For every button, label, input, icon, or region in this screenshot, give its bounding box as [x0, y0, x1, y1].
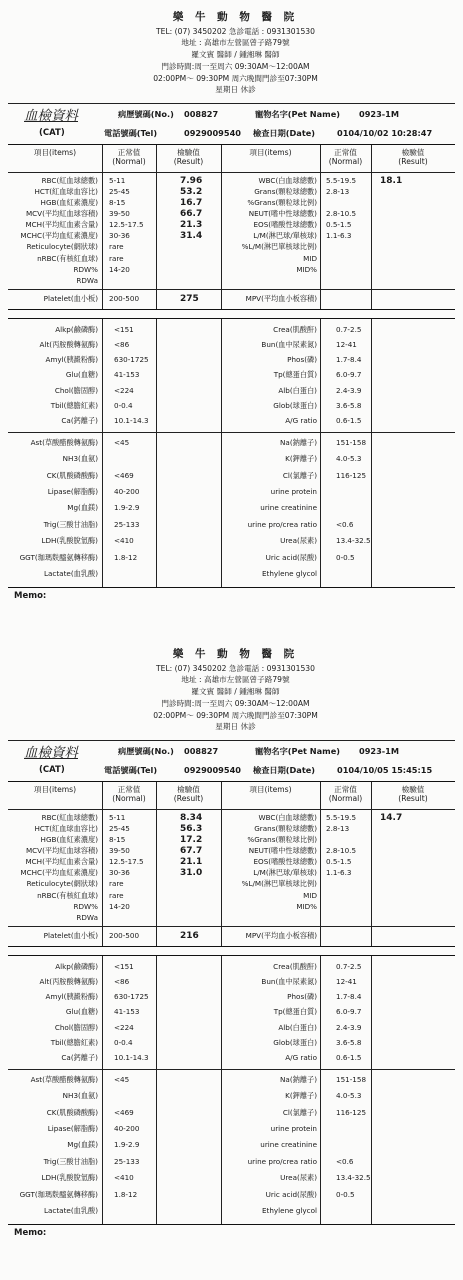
chemistry-item: Trig(三酸甘油脂)	[43, 519, 98, 529]
clinic-doctors: 羅文賓 醫師 / 鍾湘琳 醫師	[191, 50, 280, 60]
case-number-value: 008827	[184, 745, 219, 756]
normal-range: 5-11	[109, 175, 126, 185]
normal-range: <86	[114, 340, 130, 350]
hematology-item: HCT(紅血球血容比)	[34, 186, 98, 196]
section-divider	[8, 1069, 455, 1070]
mpv-item: MPV(平均血小板容積)	[245, 293, 317, 303]
chemistry-item: Tp(總蛋白質)	[273, 1007, 317, 1017]
chemistry-item: urine protein	[270, 1124, 317, 1134]
column-divider	[371, 319, 372, 587]
hematology-item: MCHC(平均血紅素濃度)	[20, 868, 98, 878]
hematology-item: RBC(紅血球總數)	[41, 812, 98, 822]
normal-range: 151-158	[336, 437, 367, 447]
normal-range: 0.7-2.5	[336, 961, 362, 971]
normal-range: 5-11	[109, 812, 126, 822]
hematology-table	[8, 144, 455, 310]
col-header-result: 檢驗值 (Result)	[173, 784, 204, 803]
species-label: (CAT)	[39, 764, 65, 775]
chemistry-item: Crea(肌酸酐)	[273, 324, 317, 334]
platelet-row-divider	[8, 926, 455, 927]
clinic-hours2: 02:00PM～ 09:30PM 周六晚間門診至07:30PM	[153, 73, 318, 83]
hematology-item: WBC(白血球總數)	[258, 175, 317, 185]
normal-range: 14-20	[109, 264, 130, 274]
hematology-item: MCH(平均紅血素含量)	[25, 857, 98, 867]
normal-range: 1.8-12	[114, 552, 138, 562]
pet-name-label: 寵物名字(Pet Name)	[255, 745, 341, 756]
result-value: 14.7	[380, 812, 403, 823]
chemistry-item: urine creatinine	[260, 503, 317, 513]
hematology-item: RDWa	[76, 275, 98, 285]
normal-range: 1.7-8.4	[336, 992, 362, 1002]
phone-label: 電話號碼(Tel)	[104, 764, 158, 775]
col-header-result: 檢驗值 (Result)	[398, 147, 428, 166]
normal-range: 2.8-10.5	[326, 209, 357, 219]
normal-range: 0.6-1.5	[336, 416, 362, 426]
normal-range: 5.5-19.5	[326, 812, 357, 822]
normal-range: rare	[109, 253, 124, 263]
memo-label: Memo:	[14, 590, 47, 601]
normal-range: rare	[109, 242, 124, 252]
col-header-normal: 正常值 (Normal)	[112, 147, 146, 166]
chemistry-item: CK(肌酸磷酸酶)	[46, 470, 98, 480]
col-header-items: 項目(items)	[249, 784, 292, 794]
col-header-result: 檢驗值 (Result)	[173, 147, 204, 166]
chemistry-item: Glob(球蛋白)	[273, 1037, 317, 1047]
hematology-item: Reticulocyte(網狀球)	[26, 879, 98, 889]
normal-range: rare	[109, 879, 124, 889]
chemistry-item: Lactate(血乳酸)	[44, 1206, 98, 1216]
chemistry-item: Ca(鈣離子)	[61, 416, 98, 426]
hematology-item: NEUT(嗜中性球總數)	[248, 846, 317, 856]
normal-range: 8-15	[109, 835, 126, 845]
hematology-item: RDW%	[73, 264, 98, 274]
chemistry-item: Phos(磷)	[287, 992, 317, 1002]
col-header-items: 項目(items)	[33, 147, 77, 157]
chemistry-item: Lipase(解脂酶)	[47, 1124, 98, 1134]
result-value: 53.2	[180, 186, 203, 197]
normal-range: 8-15	[109, 198, 126, 208]
chemistry-item: LDH(乳酸脫氫酶)	[41, 536, 98, 546]
chemistry-item: Cl(氯離子)	[282, 470, 317, 480]
column-divider	[102, 319, 103, 587]
normal-range: <151	[114, 961, 134, 971]
normal-range: 6.0-9.7	[336, 370, 362, 380]
normal-range: 12.5-17.5	[109, 220, 144, 230]
hematology-item: RDWa	[76, 912, 98, 922]
chemistry-item: Glu(血糖)	[65, 1007, 98, 1017]
chemistry-item: Mg(血鎂)	[67, 1140, 98, 1150]
normal-range: 5.5-19.5	[326, 175, 357, 185]
hematology-item: HGB(血紅素濃度)	[40, 835, 98, 845]
chemistry-item: CK(肌酸磷酸酶)	[46, 1107, 98, 1117]
result-value: 17.2	[180, 835, 203, 846]
chemistry-item: Alt(丙胺酸轉氨酶)	[39, 977, 98, 987]
clinic-hours1: 門診時間:周一至周六 09:30AM～12:00AM	[161, 61, 310, 71]
hematology-item: WBC(白血球總數)	[258, 812, 317, 822]
chemistry-item: urine creatinine	[260, 1140, 317, 1150]
column-divider	[156, 319, 157, 587]
hematology-item: MCV(平均紅血球容積)	[25, 846, 98, 856]
normal-range: 1.8-12	[114, 1189, 138, 1199]
report-title: 血檢資料	[24, 107, 78, 124]
chemistry-item: Amyl(胰澱粉酶)	[45, 992, 98, 1002]
normal-range: <45	[114, 1074, 130, 1084]
section-divider	[8, 432, 455, 433]
hematology-item: L/M(淋巴球/單核球)	[253, 868, 317, 878]
column-divider	[371, 145, 372, 309]
platelet-item: Platelet(血小板)	[43, 293, 98, 303]
column-divider	[221, 145, 222, 309]
normal-range: 41-153	[114, 370, 140, 380]
pet-name-label: 寵物名字(Pet Name)	[255, 108, 341, 119]
normal-range: <410	[114, 536, 134, 546]
hematology-item: %L/M(淋巴單核球比例)	[241, 242, 317, 252]
result-value: 7.96	[180, 175, 203, 186]
result-value: 67.7	[180, 846, 203, 857]
chemistry-item: Tbil(總膽紅素)	[50, 400, 98, 410]
chemistry-item: Lactate(血乳酸)	[44, 569, 98, 579]
chemistry-item: Uric acid(尿酸)	[265, 552, 317, 562]
chemistry-item: Ethylene glycol	[261, 1206, 317, 1216]
chemistry-item: GGT(珈瑪麩醯氨轉移酶)	[19, 1189, 98, 1199]
report-sheet	[8, 637, 455, 1238]
normal-range: 25-133	[114, 519, 140, 529]
chemistry-item: Ast(草酸醋酸轉氨酶)	[30, 1074, 98, 1084]
report-sheet	[8, 0, 455, 601]
chemistry-item: K(鉀離子)	[285, 454, 317, 464]
normal-range: <469	[114, 1107, 134, 1117]
report-title: 血檢資料	[24, 744, 78, 761]
chemistry-item: Alkp(鹼磷酶)	[55, 324, 98, 334]
chemistry-item: Na(鈉離子)	[280, 1074, 317, 1084]
result-value: 31.0	[180, 868, 203, 879]
column-divider	[102, 782, 103, 946]
chemistry-item: Tp(總蛋白質)	[273, 370, 317, 380]
chemistry-item: GGT(珈瑪麩醯氨轉移酶)	[19, 552, 98, 562]
chemistry-item: Trig(三酸甘油脂)	[43, 1156, 98, 1166]
normal-range: 39-50	[109, 846, 130, 856]
normal-range: 2.4-3.9	[336, 1022, 362, 1032]
normal-range: <224	[114, 1022, 134, 1032]
column-divider	[320, 145, 321, 309]
normal-range: 25-45	[109, 186, 130, 196]
chemistry-item: NH3(血氨)	[62, 454, 98, 464]
header-row-divider	[8, 809, 455, 810]
clinic-contact: TEL: (07) 3450202 急診電話 : 0931301530	[156, 26, 315, 36]
normal-range: 0-0.5	[336, 552, 355, 562]
hematology-item: EOS(嗜酸性球總數)	[253, 857, 317, 867]
clinic-address: 地址 : 高雄市左營區曾子路79號	[181, 675, 290, 685]
col-header-result: 檢驗值 (Result)	[398, 784, 428, 803]
normal-range: <151	[114, 324, 134, 334]
result-value: 66.7	[180, 209, 203, 220]
hematology-item: MID	[303, 253, 317, 263]
normal-range: 4.0-5.3	[336, 454, 362, 464]
hematology-item: nRBC(有核紅血球)	[37, 890, 98, 900]
hematology-item: NEUT(嗜中性球總數)	[248, 209, 317, 219]
hematology-item: HGB(血紅素濃度)	[40, 198, 98, 208]
normal-range: 40-200	[114, 1124, 140, 1134]
normal-range: 0-0.4	[114, 400, 133, 410]
chemistry-item: Glob(球蛋白)	[273, 400, 317, 410]
column-divider	[102, 956, 103, 1224]
clinic-contact: TEL: (07) 3450202 急診電話 : 0931301530	[156, 663, 315, 673]
normal-range: <0.6	[336, 519, 354, 529]
normal-range: 4.0-5.3	[336, 1091, 362, 1101]
normal-range: 13.4-32.5	[336, 536, 371, 546]
patient-info-box	[8, 104, 455, 144]
case-number-value: 008827	[184, 108, 219, 119]
normal-range: 0.6-1.5	[336, 1053, 362, 1063]
date-value: 0104/10/05 15:45:15	[337, 764, 433, 775]
chemistry-item: Mg(血鎂)	[67, 503, 98, 513]
column-divider	[221, 782, 222, 946]
normal-range: 0.5-1.5	[326, 220, 352, 230]
normal-range: 2.8-10.5	[326, 846, 357, 856]
normal-range: 12-41	[336, 340, 357, 350]
hematology-table	[8, 781, 455, 947]
normal-range: <469	[114, 470, 134, 480]
normal-range: 1.9-2.9	[114, 503, 140, 513]
normal-range: <86	[114, 977, 130, 987]
phone-value: 0929009540	[184, 127, 241, 138]
hematology-item: MCH(平均紅血素含量)	[25, 220, 98, 230]
normal-range: 6.0-9.7	[336, 1007, 362, 1017]
chemistry-item: Crea(肌酸酐)	[273, 961, 317, 971]
chemistry-item: Na(鈉離子)	[280, 437, 317, 447]
result-value: 8.34	[180, 812, 203, 823]
normal-range: 12-41	[336, 977, 357, 987]
chemistry-item: K(鉀離子)	[285, 1091, 317, 1101]
hematology-item: EOS(嗜酸性球總數)	[253, 220, 317, 230]
chemistry-item: Urea(尿素)	[280, 536, 317, 546]
date-value: 0104/10/02 10:28:47	[337, 127, 433, 138]
phone-value: 0929009540	[184, 764, 241, 775]
chemistry-item: A/G ratio	[285, 416, 317, 426]
normal-range: 13.4-32.5	[336, 1173, 371, 1183]
result-value: 31.4	[180, 231, 203, 242]
chemistry-item: Lipase(解脂酶)	[47, 487, 98, 497]
clinic-sunday: 星期日 休診	[215, 722, 256, 732]
column-divider	[156, 145, 157, 309]
hematology-item: %Grans(顆粒球比例)	[247, 835, 317, 845]
chemistry-item: Alt(丙胺酸轉氨酶)	[39, 340, 98, 350]
hematology-item: L/M(淋巴球/單核球)	[253, 231, 317, 241]
clinic-sunday: 星期日 休診	[215, 85, 256, 95]
chemistry-item: A/G ratio	[285, 1053, 317, 1063]
normal-range: <224	[114, 385, 134, 395]
date-label: 檢查日期(Date)	[253, 127, 316, 138]
memo-label: Memo:	[14, 1227, 47, 1238]
hematology-item: Reticulocyte(網狀球)	[26, 242, 98, 252]
clinic-doctors: 羅文賓 醫師 / 鍾湘琳 醫師	[191, 687, 280, 697]
pet-name-value: 0923-1M	[359, 108, 400, 119]
hematology-item: MCHC(平均血紅素濃度)	[20, 231, 98, 241]
result-value: 21.1	[180, 857, 203, 868]
normal-range: 1.7-8.4	[336, 355, 362, 365]
normal-range: 1.1-6.3	[326, 868, 352, 878]
normal-range: 41-153	[114, 1007, 140, 1017]
hematology-item: MID%	[296, 901, 317, 911]
result-value: 18.1	[380, 175, 403, 186]
hospital-name: 樂 牛 動 物 醫 院	[172, 648, 299, 660]
normal-range: <45	[114, 437, 130, 447]
hematology-item: Grans(顆粒球總數)	[254, 823, 317, 833]
chemistry-item: Alkp(鹼磷酶)	[55, 961, 98, 971]
chemistry-item: NH3(血氨)	[62, 1091, 98, 1101]
normal-range: 116-125	[336, 470, 367, 480]
platelet-item: Platelet(血小板)	[43, 930, 98, 940]
normal-range: rare	[109, 890, 124, 900]
result-value: 56.3	[180, 823, 203, 834]
hematology-item: RDW%	[73, 901, 98, 911]
normal-range: 0.5-1.5	[326, 857, 352, 867]
clinic-hours1: 門診時間:周一至周六 09:30AM～12:00AM	[161, 698, 310, 708]
platelet-result: 216	[180, 930, 199, 941]
hematology-item: MCV(平均紅血球容積)	[25, 209, 98, 219]
column-divider	[156, 782, 157, 946]
col-header-normal: 正常值 (Normal)	[328, 147, 363, 166]
result-value: 21.3	[180, 220, 203, 231]
normal-range: 0-0.4	[114, 1037, 133, 1047]
hospital-name: 樂 牛 動 物 醫 院	[172, 11, 299, 23]
normal-range: 151-158	[336, 1074, 367, 1084]
normal-range: 2.8-13	[326, 186, 350, 196]
column-divider	[371, 956, 372, 1224]
column-divider	[320, 782, 321, 946]
case-number-label: 病歷號碼(No.)	[118, 745, 174, 756]
normal-range: 116-125	[336, 1107, 367, 1117]
column-divider	[221, 956, 222, 1224]
chemistry-item: urine pro/crea ratio	[247, 1156, 317, 1166]
patient-info-box	[8, 741, 455, 781]
chemistry-item: Cl(氯離子)	[282, 1107, 317, 1117]
chemistry-item: Alb(白蛋白)	[278, 385, 317, 395]
normal-range: 25-45	[109, 823, 130, 833]
hematology-item: %L/M(淋巴單核球比例)	[241, 879, 317, 889]
chemistry-item: Bun(血中尿素氮)	[261, 977, 317, 987]
clinic-hours2: 02:00PM～ 09:30PM 周六晚間門診至07:30PM	[153, 710, 318, 720]
normal-range: 630-1725	[114, 992, 149, 1002]
normal-range: 0-0.5	[336, 1189, 355, 1199]
chemistry-item: Ast(草酸醋酸轉氨酶)	[30, 437, 98, 447]
chemistry-item: Glu(血糖)	[65, 370, 98, 380]
column-divider	[221, 319, 222, 587]
chemistry-item: Bun(血中尿素氮)	[261, 340, 317, 350]
normal-range: 1.9-2.9	[114, 1140, 140, 1150]
date-label: 檢查日期(Date)	[253, 764, 316, 775]
normal-range: 2.4-3.9	[336, 385, 362, 395]
pet-name-value: 0923-1M	[359, 745, 400, 756]
header-row-divider	[8, 172, 455, 173]
mpv-item: MPV(平均血小板容積)	[245, 930, 317, 940]
chemistry-item: Ca(鈣離子)	[61, 1053, 98, 1063]
hematology-item: MID%	[296, 264, 317, 274]
normal-range: 10.1-14.3	[114, 1053, 149, 1063]
result-value: 16.7	[180, 198, 203, 209]
hematology-item: MID	[303, 890, 317, 900]
chemistry-item: Uric acid(尿酸)	[265, 1189, 317, 1199]
normal-range: 3.6-5.8	[336, 1037, 362, 1047]
normal-range: 3.6-5.8	[336, 400, 362, 410]
platelet-result: 275	[180, 293, 199, 304]
column-divider	[371, 782, 372, 946]
column-divider	[102, 145, 103, 309]
normal-range: <0.6	[336, 1156, 354, 1166]
normal-range: 30-36	[109, 868, 130, 878]
hematology-item: %Grans(顆粒球比例)	[247, 198, 317, 208]
chemistry-item: Tbil(總膽紅素)	[50, 1037, 98, 1047]
normal-range: 30-36	[109, 231, 130, 241]
normal-range: 25-133	[114, 1156, 140, 1166]
chemistry-item: Alb(白蛋白)	[278, 1022, 317, 1032]
normal-range: <410	[114, 1173, 134, 1183]
chemistry-item: Amyl(胰澱粉酶)	[45, 355, 98, 365]
hematology-item: nRBC(有核紅血球)	[37, 253, 98, 263]
col-header-items: 項目(items)	[249, 147, 292, 157]
chemistry-item: Urea(尿素)	[280, 1173, 317, 1183]
column-divider	[320, 956, 321, 1224]
chemistry-item: urine protein	[270, 487, 317, 497]
normal-range: 14-20	[109, 901, 130, 911]
normal-range: 40-200	[114, 487, 140, 497]
normal-range: 0.7-2.5	[336, 324, 362, 334]
case-number-label: 病歷號碼(No.)	[118, 108, 174, 119]
hematology-item: HCT(紅血球血容比)	[34, 823, 98, 833]
column-divider	[156, 956, 157, 1224]
chemistry-item: Chol(膽固醇)	[54, 385, 98, 395]
platelet-normal: 200-500	[109, 293, 140, 303]
normal-range: 39-50	[109, 209, 130, 219]
hematology-item: Grans(顆粒球總數)	[254, 186, 317, 196]
chemistry-table	[8, 318, 455, 588]
platelet-normal: 200-500	[109, 930, 140, 940]
hematology-item: RBC(紅血球總數)	[41, 175, 98, 185]
normal-range: 1.1-6.3	[326, 231, 352, 241]
platelet-row-divider	[8, 289, 455, 290]
clinic-address: 地址 : 高雄市左營區曾子路79號	[181, 38, 290, 48]
col-header-normal: 正常值 (Normal)	[328, 784, 363, 803]
normal-range: 10.1-14.3	[114, 416, 149, 426]
col-header-items: 項目(items)	[33, 784, 77, 794]
chemistry-item: urine pro/crea ratio	[247, 519, 317, 529]
column-divider	[320, 319, 321, 587]
normal-range: 2.8-13	[326, 823, 350, 833]
normal-range: 12.5-17.5	[109, 857, 144, 867]
chemistry-item: Phos(磷)	[287, 355, 317, 365]
chemistry-table	[8, 955, 455, 1225]
species-label: (CAT)	[39, 127, 65, 138]
phone-label: 電話號碼(Tel)	[104, 127, 158, 138]
normal-range: 630-1725	[114, 355, 149, 365]
chemistry-item: Ethylene glycol	[261, 569, 317, 579]
chemistry-item: LDH(乳酸脫氫酶)	[41, 1173, 98, 1183]
chemistry-item: Chol(膽固醇)	[54, 1022, 98, 1032]
col-header-normal: 正常值 (Normal)	[112, 784, 146, 803]
